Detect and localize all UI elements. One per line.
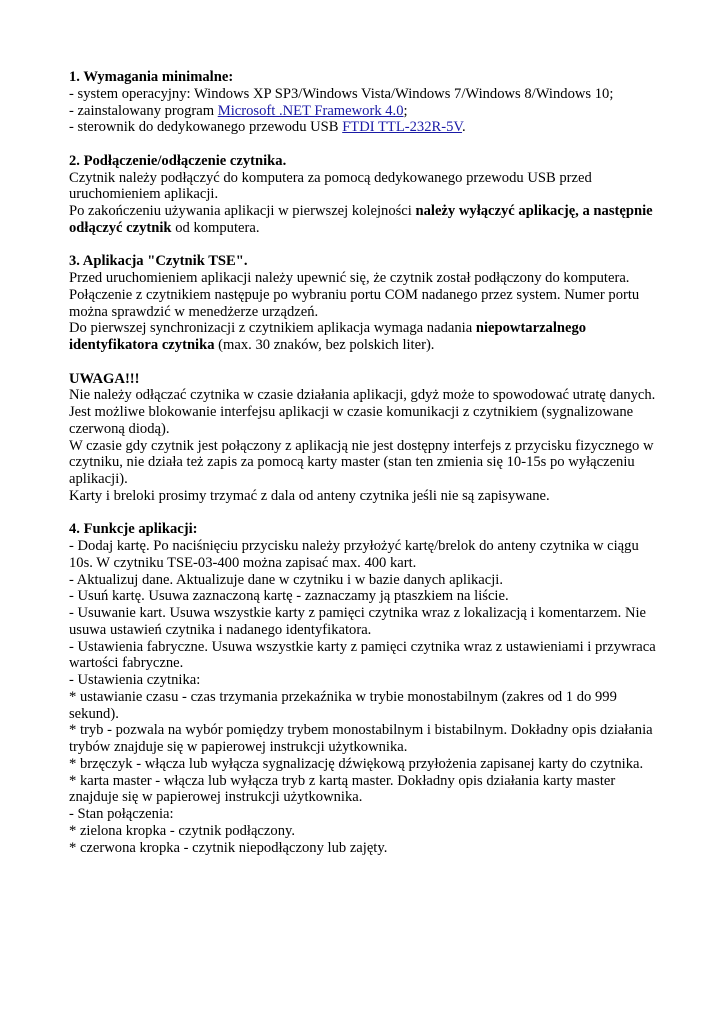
requirement-dotnet-text: - zainstalowany program: [69, 102, 218, 119]
section-heading: 3. Aplikacja "Czytnik TSE".: [69, 253, 248, 270]
paragraph: Nie należy odłączać czytnika w czasie działania aplikacji, gdyż może to spowodować utratę danych.: [69, 387, 656, 404]
requirement-dotnet: [69, 103, 664, 120]
requirement-os: - system operacyjny: Windows XP SP3/Windows Vista/Windows 7/Windows 8/Windows 10;: [69, 85, 614, 102]
list-item: * czerwona kropka - czytnik niepodłączony lub zajęty.: [69, 839, 388, 856]
paragraph-bold: należy wyłączyć aplikację, a następnie odłączyć czytnik: [69, 203, 653, 236]
requirement-dotnet-punct: ;: [403, 102, 408, 119]
list-item: * ustawianie czasu - czas trzymania przekaźnika w trybie monostabilnym (zakres od 1 do 999 sekund).: [69, 688, 617, 722]
section-functions: [69, 521, 664, 856]
requirement-driver-text: - sterownik do dedykowanego przewodu USB: [69, 119, 343, 136]
section-warning: [69, 371, 664, 505]
paragraph: [69, 203, 664, 237]
paragraph-text: (max. 30 znaków, bez polskich liter).: [214, 337, 435, 353]
list-item: - Aktualizuj dane. Aktualizuje dane w czytniku i w bazie danych aplikacji.: [69, 571, 504, 588]
section-heading: 2. Podłączenie/odłączenie czytnika.: [69, 152, 287, 169]
section-requirements: [69, 69, 664, 136]
paragraph: Czytnik należy podłączyć do komputera za pomocą dedykowanego przewodu USB przed uruchomieniem aplikacji.: [69, 169, 592, 203]
section-heading: 4. Funkcje aplikacji:: [69, 521, 198, 538]
list-item: * tryb - pozwala na wybór pomiędzy trybem monostabilnym i bistabilnym. Dokładny opis działania trybów znajduje się w papierowej instrukcji użytkownika.: [69, 722, 653, 755]
section-application: [69, 253, 664, 354]
paragraph-text: od komputera.: [171, 219, 260, 236]
section-heading: 1. Wymagania minimalne:: [69, 69, 234, 85]
list-item: - Ustawienia czytnika:: [69, 672, 201, 688]
paragraph-text: Po zakończeniu używania aplikacji w pierwszej kolejności: [69, 203, 416, 219]
warning-heading: UWAGA!!!: [69, 370, 140, 387]
list-item: * zielona kropka - czytnik podłączony.: [69, 822, 295, 839]
list-item: - Usuń kartę. Usuwa zaznaczoną kartę - zaznaczamy ją ptaszkiem na liście.: [69, 588, 509, 605]
requirement-driver-punct: .: [462, 119, 466, 136]
list-item: * brzęczyk - włącza lub wyłącza sygnalizację dźwiękową przyłożenia zapisanej karty do czytnika.: [69, 755, 644, 772]
list-item: - Dodaj kartę. Po naciśnięciu przycisku należy przyłożyć kartę/brelok do anteny czytnika w ciągu 10s. W czytniku TSE-03-400 można zapisać max. 400 kart.: [69, 538, 639, 571]
paragraph: Przed uruchomieniem aplikacji należy upewnić się, że czytnik został podłączony do komputera.: [69, 270, 630, 286]
paragraph-bold: niepowtarzalnego identyfikatora czytnika: [69, 320, 587, 353]
list-item: - Ustawienia fabryczne. Usuwa wszystkie karty z pamięci czytnika wraz z ustawieniami i przywraca wartości fabryczne.: [69, 638, 656, 672]
list-item: - Stan połączenia:: [69, 806, 174, 822]
dotnet-link[interactable]: Microsoft .NET Framework 4.0: [217, 102, 404, 119]
section-connection: [69, 153, 664, 237]
paragraph: W czasie gdy czytnik jest połączony z aplikacją nie jest dostępny interfejs z przycisku fizycznego w czytniku, nie działa też zapis za pomocą karty master (stan ten zmienia się 10-15s po wyłączeniu aplikacji).: [69, 437, 654, 487]
requirement-driver: [69, 119, 664, 136]
paragraph-text: Do pierwszej synchronizacji z czytnikiem aplikacja wymaga nadania: [69, 320, 476, 337]
ftdi-driver-link[interactable]: FTDI TTL-232R-5V: [342, 119, 463, 136]
list-item: - Usuwanie kart. Usuwa wszystkie karty z pamięci czytnika wraz z lokalizacją i komentarzem. Nie usuwa ustawień czytnika i nadanego identyfikatora.: [69, 605, 647, 638]
list-item: * karta master - włącza lub wyłącza tryb z kartą master. Dokładny opis działania karty master znajduje się w papierowej instrukcji użytkownika.: [69, 772, 616, 806]
paragraph: Połączenie z czytnikiem następuje po wybraniu portu COM nadanego przez system. Numer portu można sprawdzić w menedżerze urządzeń.: [69, 286, 640, 320]
paragraph: [69, 320, 664, 354]
paragraph: Jest możliwe blokowanie interfejsu aplikacji w czasie komunikacji z czytnikiem (sygnalizowane czerwoną diodą).: [69, 404, 634, 437]
paragraph: Karty i breloki prosimy trzymać z dala od anteny czytnika jeśli nie są zapisywane.: [69, 487, 550, 504]
